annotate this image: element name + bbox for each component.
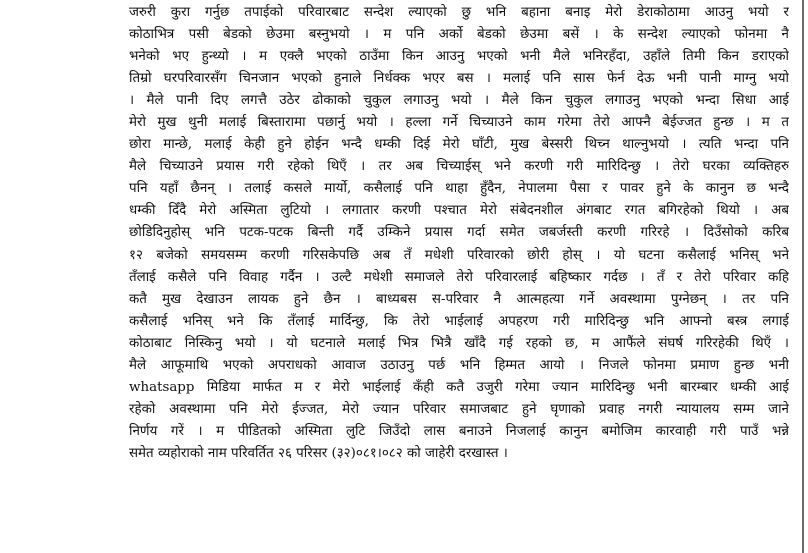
text-line: कोठाभित्र पसी बेडको छेउमा बस्नुभयो । म पनि अर्को बेडको छेउमा बसें । के सन्देश ल्याएको फोनमा नै bbox=[129, 27, 789, 43]
text-line-last: समेत व्यहोराको नाम परिवर्तित २६ परिसर (३२)०८१।०८२ को जाहेरी दरखास्त । bbox=[129, 445, 508, 461]
text-line: कोठाबाट निस्किनु भयो । यो घटनाले मलाई भित्र भित्रै खाँदै गई रहको छ, म आफैंले संघर्ष गरिरहेकी थिएँ । bbox=[129, 335, 789, 351]
text-line: कतै मुख देखाउन लायक हुने छैन । बाध्यबस स-परिवार नै आत्महत्या गर्ने अवस्थामा पुग्नेछन् । तर पनि bbox=[129, 291, 789, 307]
text-line: तँलाई कसैले पनि विवाह गर्दैन । उल्टै मधेशी समाजले तेरो परिवारलाई बहिष्कार गर्दछ । तँ र तेरो परिवार कहि bbox=[129, 269, 789, 285]
text-line: छोडिदिनुहोस् भनि पटक-पटक बिन्ती गर्दै उम्किने प्रयास गर्दा समेत जबर्जस्ती करणी गरिरहे । दिउँसोको करिब bbox=[129, 225, 789, 241]
text-line: भनेको भए हुन्थ्यो । म एक्लै भएको ठाउँमा किन आउनु भएको भनी मैले भनिरहँदा, उहाँले तिमी किन डराएको bbox=[129, 49, 789, 65]
page-border-line bbox=[802, 0, 804, 553]
text-line: मैले चिच्याउने प्रयास गरी रहेको थिएँ । तर अब चिच्याईस् भने करणी गरी मारिदिन्छु । तेरो घरका व्यक्तिहरु bbox=[129, 159, 789, 175]
text-line: जरुरी कुरा गर्नुछ तपाईको परिवारबाट सन्देश ल्याएको छु भनि बहाना बनाइ मेरो डेराकोठामा आउनु भयो र bbox=[129, 5, 789, 20]
text-line: मैले आफूमाथि भएको अपराधको आवाज उठाउनु पर्छ भनि हिम्मत आयो । निजले फोनमा प्रमाण हुन्छ भनी bbox=[129, 357, 789, 373]
text-line: पनि यहाँ छैनन् । तलाई कसले मार्यो, कसैलाई पनि थाहा हुँदैन, नेपालमा पैसा र पावर हुने के कानुन छ भन्दै bbox=[129, 181, 789, 197]
text-line: । मैले पानी दिए लगत्तै उठेर ढोकाको चुकुल लगाउनु भयो । मैले किन चुकुल लगाउनु भएको भन्दा सिधा आई bbox=[129, 93, 789, 109]
text-line: निर्णय गरें । म पीडितको अस्मिता लुटि जिउँदो लास बनाउने निजलाई कानुन बमोजिम कारवाही गरी पाउँ भन्ने bbox=[129, 423, 789, 439]
text-line: छोरा मान्छे, मलाई केही हुने होईन भन्दै धम्की दिई मेरो घाँटी, मुख बेस्सरी थिच्न थाल्नुभयो । त्यति भन्दा पनि bbox=[129, 137, 789, 153]
text-line: रहेको अवस्थामा पनि मेरो ईज्जत, मेरो ज्यान परिवार समाजबाट हुने घृणाको प्रवाह नगरी न्यायालय सम्म जाने bbox=[129, 401, 789, 417]
document-body-text bbox=[129, 2, 789, 465]
text-line: तिम्रो घरपरिवारसँग चिनजान भएको हुनाले निर्धक्क भएर बस । मलाई पनि सास फेर्न देऊ भनी पानी माग्नु भयो bbox=[129, 71, 789, 87]
text-line: कसैलाई भनिस् भने कि तँलाई मार्दिन्छु, कि तेरो भाईलाई अपहरण गरी मारिदिन्छु भनि आफ्नो बस्त्र लगाई bbox=[129, 313, 789, 329]
text-line: मेरो मुख थुनी मलाई बिस्तारामा पछार्नु भयो । हल्ला गर्ने चिच्याउने काम गरेमा तेरो आफ्नै बेईज्जत हुन्छ । म त bbox=[129, 115, 789, 131]
text-line: १२ बजेको समयसम्म करणी गरिसकेपछि अब तँ मधेशी परिवारको छोरी होस् । यो घटना कसैलाई भनिस् भने bbox=[129, 247, 789, 263]
text-line: whatsapp मिडिया मार्फत म र मेरो भाईलाई कँही कतै उजुरी गरेमा ज्यान मारिदिन्छु भनी बारम्बार धम्की आई bbox=[129, 379, 789, 395]
text-line: धम्की दिँदै मेरो अस्मिता लुटियो । लगातार करणी पश्चात मेरो संबेदनशील अंगबाट रगत बगिरहेको थियो । अब bbox=[129, 203, 789, 219]
